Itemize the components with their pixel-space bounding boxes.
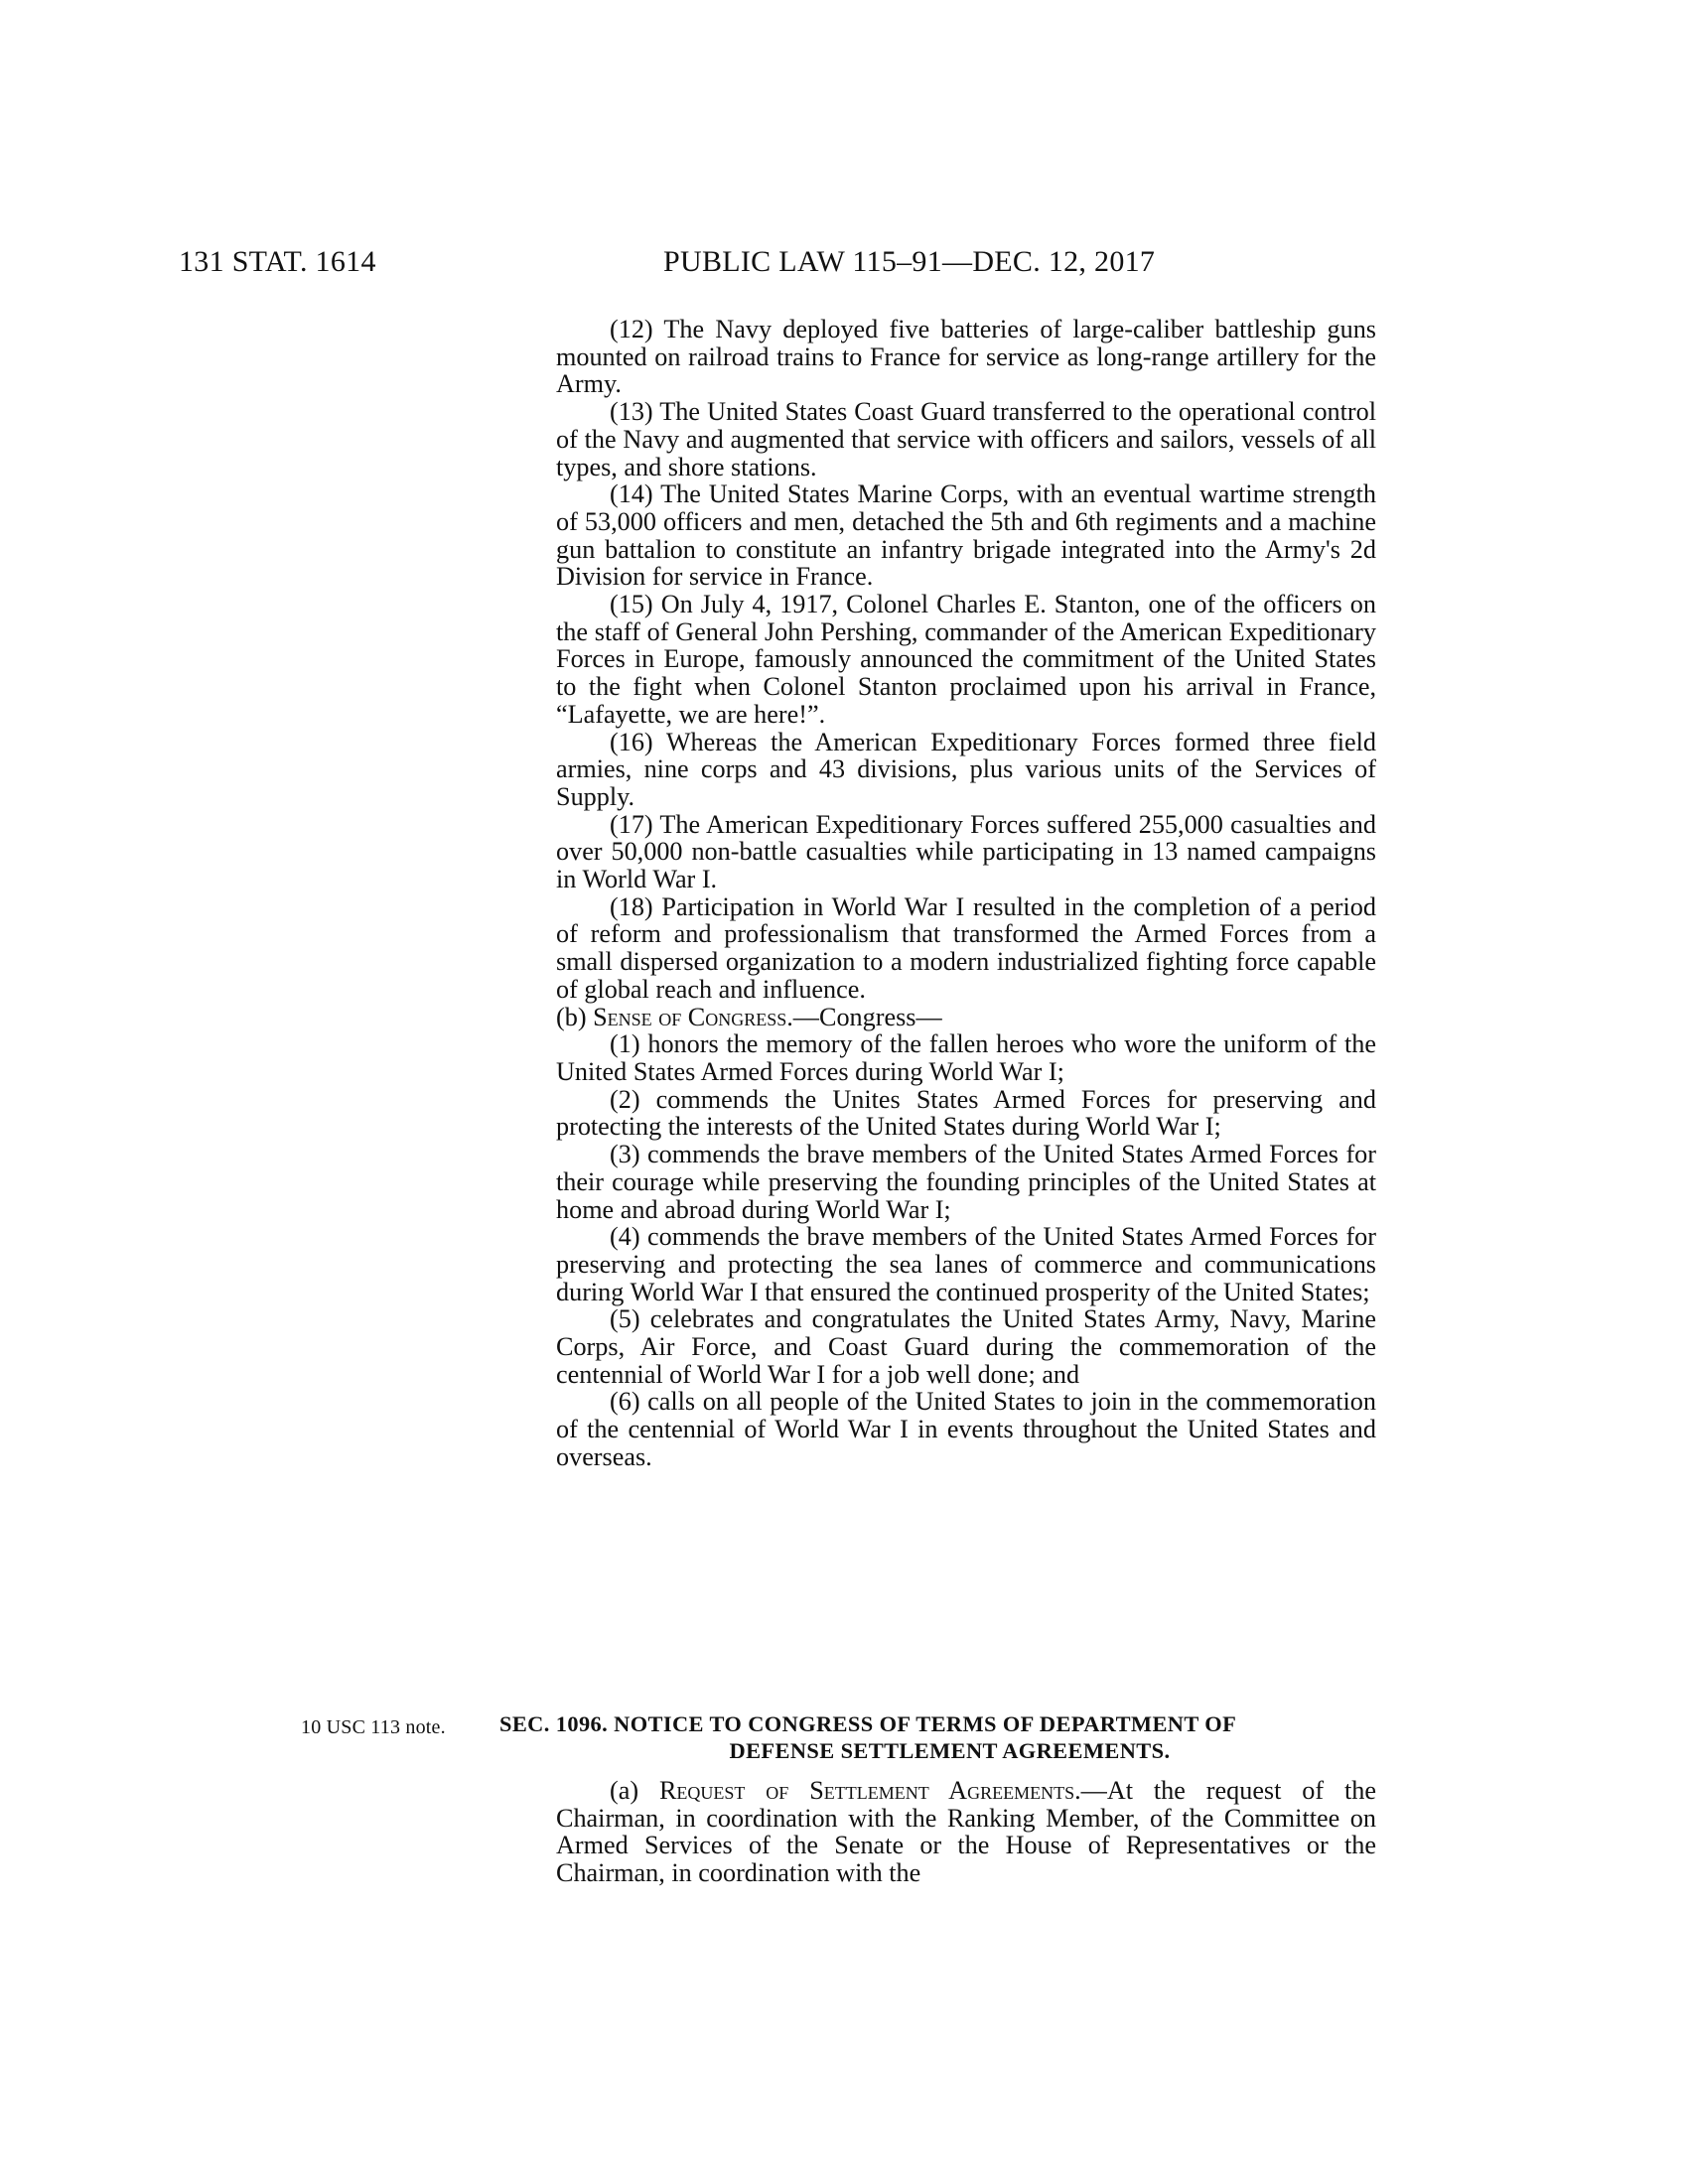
section-body	[556, 1777, 1376, 1887]
subsection-a-heading: Request of Settlement Agreements	[658, 1776, 1075, 1805]
statute-reference: 131 STAT. 1614	[179, 245, 376, 278]
section-heading-line-1: SEC. 1096. NOTICE TO CONGRESS OF TERMS OF DEPARTMENT OF	[499, 1711, 1237, 1736]
main-text	[556, 316, 1376, 1471]
sense-label: (b)	[556, 1002, 594, 1031]
page-header	[0, 245, 1688, 285]
finding-17: (17) The American Expeditionary Forces suffered 255,000 casualties and over 50,000 non-battle casualties while participating in 13 named campaigns in World War I.	[556, 809, 1376, 894]
sense-item-2: (2) commends the Unites States Armed Forces for preserving and protecting the interests of the United States during World War I;	[556, 1084, 1376, 1142]
finding-18: (18) Participation in World War I resulted in the completion of a period of reform and professionalism that transformed the Armed Forces from a small dispersed organization to a modern industrialized fighting force capable of global reach and influence.	[556, 891, 1376, 1004]
sense-item-1: (1) honors the memory of the fallen heroes who wore the uniform of the United States Armed Forces during World War I;	[556, 1029, 1376, 1086]
finding-16: (16) Whereas the American Expeditionary Forces formed three field armies, nine corps and 43 divisions, plus various units of the Services of Supply.	[556, 727, 1376, 811]
section-heading-line-2: DEFENSE SETTLEMENT AGREEMENTS.	[729, 1738, 1171, 1763]
finding-13: (13) The United States Coast Guard transferred to the operational control of the Navy and augmented that service with officers and sailors, vessels of all types, and shore stations.	[556, 397, 1376, 481]
subsection-a-label: (a)	[610, 1776, 659, 1805]
finding-12: (12) The Navy deployed five batteries of large-caliber battleship guns mounted on railroad trains to France for service as long-range artillery for the Army.	[556, 315, 1376, 399]
section-heading	[499, 1710, 1376, 1764]
sense-item-3: (3) commends the brave members of the United States Armed Forces for their courage while preserving the founding principles of the United States at home and abroad during World War I;	[556, 1140, 1376, 1224]
finding-15: (15) On July 4, 1917, Colonel Charles E. Stanton, one of the officers on the staff of General John Pershing, commander of the American Expeditionary Forces in Europe, famously announced the commitment of the United States to the fight when Colonel Stanton proclaimed upon his arrival in France, “Lafayette, we are here!”.	[556, 590, 1376, 729]
sense-item-6: (6) calls on all people of the United States to join in the commemoration of the centennial of World War I in events throughout the United States and overseas.	[556, 1387, 1376, 1471]
sense-intro: .—Congress—	[786, 1002, 942, 1031]
public-law-title: PUBLIC LAW 115–91—DEC. 12, 2017	[663, 245, 1156, 278]
sense-of-congress-heading	[556, 1004, 1376, 1031]
subsection-a	[556, 1777, 1376, 1887]
sense-item-4: (4) commends the brave members of the United States Armed Forces for preserving and protecting the sea lanes of commerce and communications during World War I that ensured the continued prosperity of the United States;	[556, 1222, 1376, 1306]
finding-14: (14) The United States Marine Corps, with an eventual wartime strength of 53,000 officers and men, detached the 5th and 6th regiments and a machine gun battalion to constitute an infantry brigade integrated into the Army's 2d Division for service in France.	[556, 479, 1376, 592]
subsection-a-text: .—At the request of the Chairman, in coordination with the Ranking Member, of the Committee on Armed Services of the Senate or the House of Representatives or the Chairman, in coordination with the	[556, 1776, 1376, 1888]
margin-note: 10 USC 113 note.	[301, 1716, 446, 1738]
sense-item-5: (5) celebrates and congratulates the United States Army, Navy, Marine Corps, Air Force, and Coast Guard during the commemoration of the centennial of World War I for a job well done; and	[556, 1304, 1376, 1389]
sense-heading-text: Sense of Congress	[593, 1002, 787, 1031]
